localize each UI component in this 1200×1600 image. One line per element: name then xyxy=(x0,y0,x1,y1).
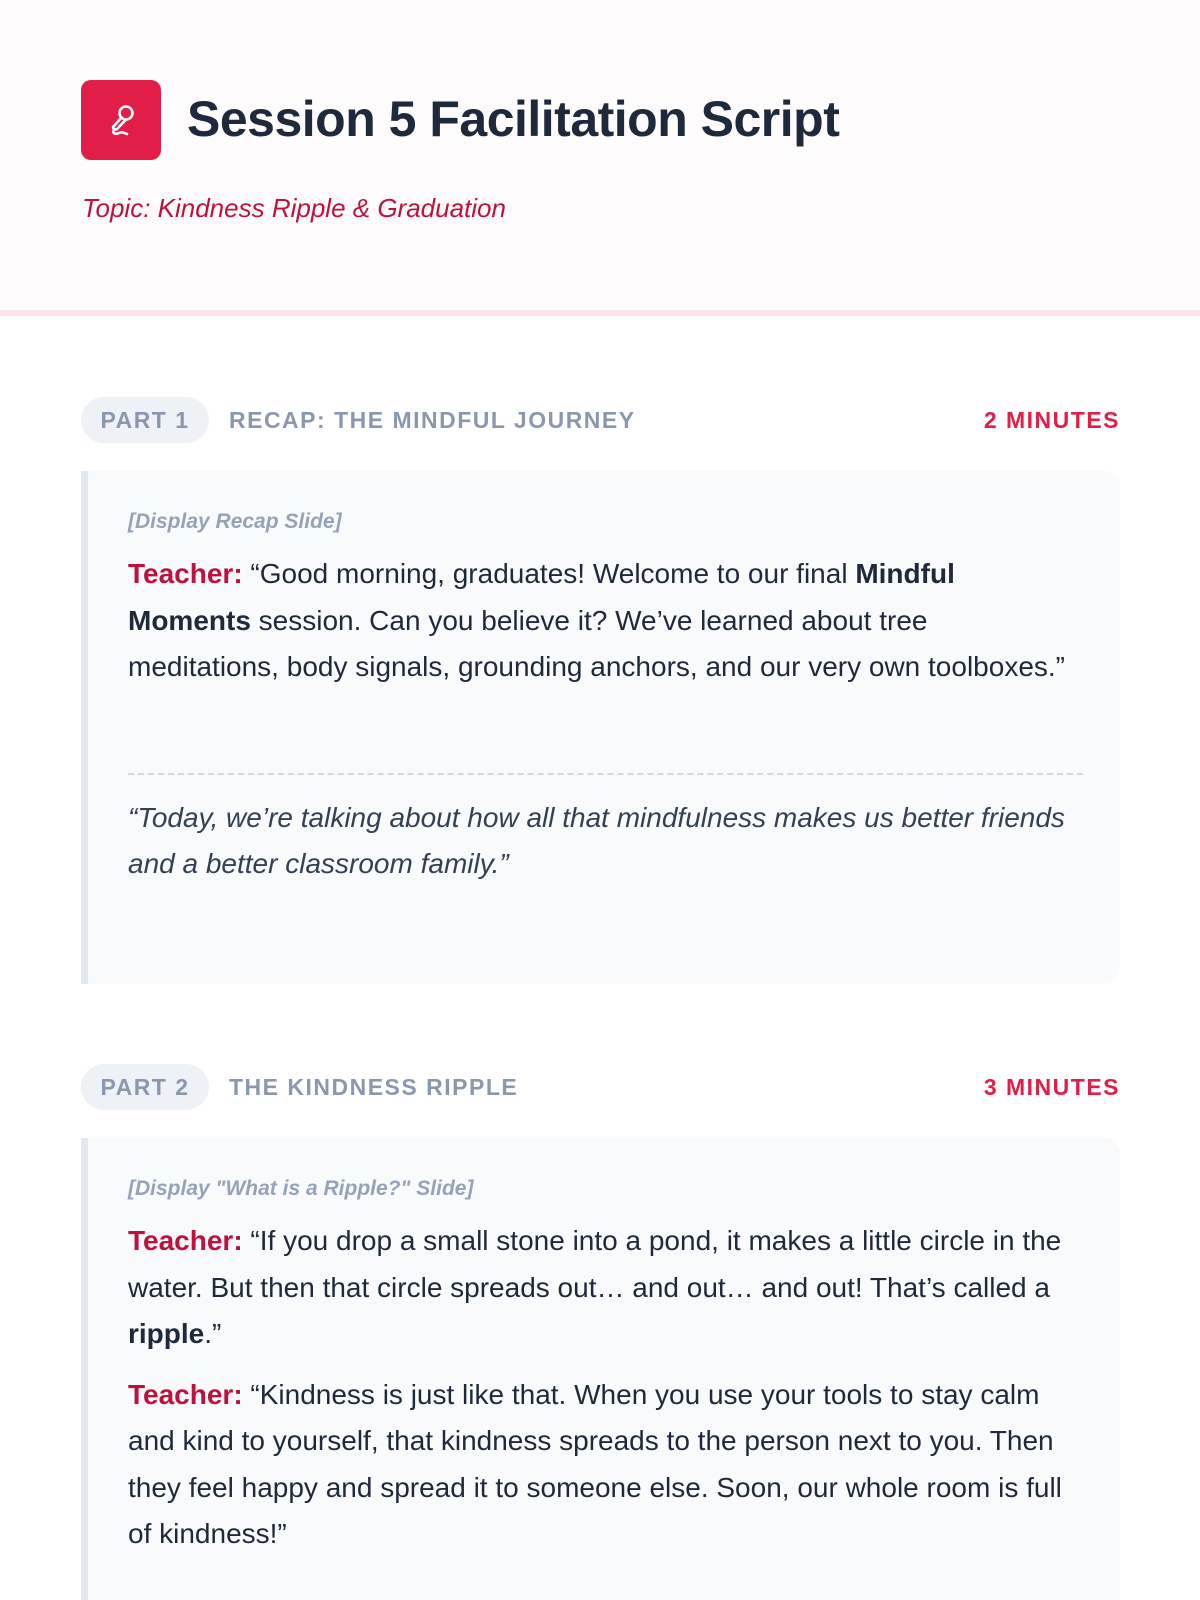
speaker-label: Teacher: xyxy=(128,1378,243,1410)
line-text: “Kindness is just like that. When you use your tools to stay calm and kind to yourself, that kindness spreads to the person next to you. Then they feel happy and spread it to someone else. Soon, our whole room is full of kindness!” xyxy=(128,1378,1062,1549)
line-text: .” xyxy=(204,1318,222,1349)
speaker-label: Teacher: xyxy=(128,1225,243,1256)
part-title: RECAP: THE MINDFUL JOURNEY xyxy=(229,407,636,433)
script-line xyxy=(128,1218,1080,1358)
line-text: “Good morning, graduates! Welcome to our final xyxy=(242,558,856,589)
page-subtitle: Topic: Kindness Ripple & Graduation xyxy=(82,193,506,223)
part-duration: 3 MINUTES xyxy=(983,1074,1120,1100)
line-text: session. Can you believe it? We’ve learned about tree meditations, body signals, grounding anchors, and our very own toolboxes.” xyxy=(128,604,1065,682)
stage-direction: [Display "What is a Ripple?" Slide] xyxy=(128,1177,474,1200)
line-emphasis: Mindful Moments xyxy=(128,558,955,636)
section-header-part-2 xyxy=(81,1064,1120,1110)
part-badge: PART 2 xyxy=(81,1064,209,1110)
part-title: THE KINDNESS RIPPLE xyxy=(229,1074,519,1100)
line-emphasis: ripple xyxy=(128,1318,205,1349)
stage-direction: [Display Recap Slide] xyxy=(128,510,342,533)
section-header-part-1 xyxy=(81,397,1120,443)
page-title: Session 5 Facilitation Script xyxy=(187,91,840,147)
script-line xyxy=(128,1372,1080,1558)
logo-badge xyxy=(81,80,161,160)
part-badge: PART 1 xyxy=(81,397,209,443)
script-card-part-1 xyxy=(81,471,1120,984)
dashed-divider xyxy=(128,773,1083,775)
script-quote: “Today, we’re talking about how all that mindfulness makes us better friends and a better classroom family.” xyxy=(128,801,1065,879)
script-line xyxy=(128,551,1080,691)
part-duration: 2 MINUTES xyxy=(983,407,1120,433)
microphone-icon xyxy=(101,100,141,140)
speaker-label: Teacher: xyxy=(128,558,243,589)
page-header xyxy=(0,0,1200,316)
line-text: “If you drop a small stone into a pond, it makes a little circle in the water. But then that circle spreads out… and out… and out! That’s called a xyxy=(128,1225,1062,1303)
script-card-part-2 xyxy=(81,1138,1120,1600)
